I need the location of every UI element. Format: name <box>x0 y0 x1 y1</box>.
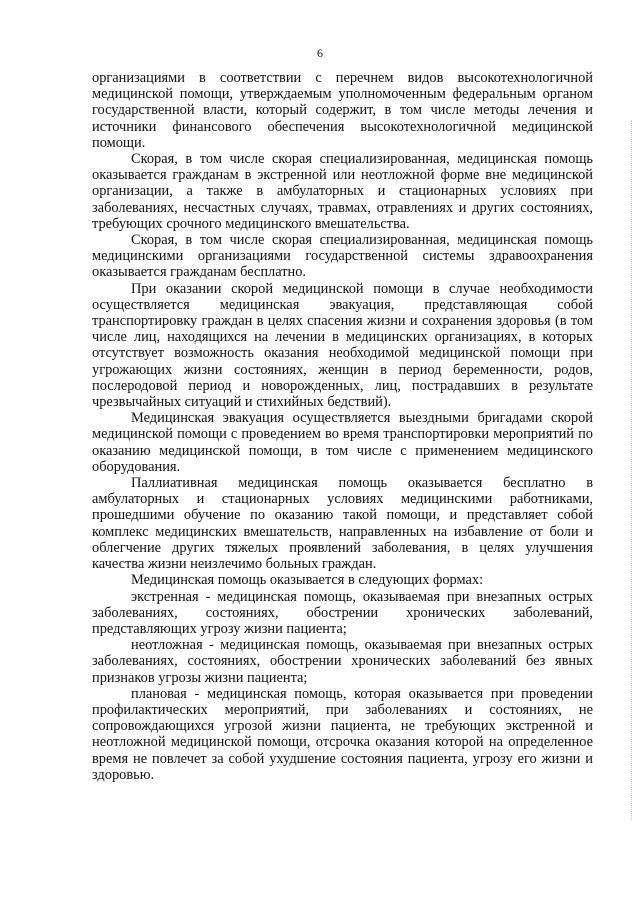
page-number: 6 <box>317 46 323 60</box>
paragraph-emergency-care-free: Скорая, в том числе скорая специализированная, медицинская помощь медицинскими организациями государственной системы здравоохранения оказывается гражданам бесплатно. <box>92 232 593 281</box>
paragraph-hightech-care-continuation: организациями в соответствии с перечнем видов высокотехнологичной медицинской помощи, утверждаемым уполномоченным федеральным органом государственной власти, который содержит, в том числе методы лечения и источники финансового обеспечения высокотехнологичной медицинской помощи. <box>92 70 593 151</box>
scan-edge-mark <box>630 120 632 820</box>
paragraph-evacuation-teams: Медицинская эвакуация осуществляется выездными бригадами скорой медицинской помощи с проведением во время транспортировки мероприятий по оказанию медицинской помощи, в том числе с применением медицинского оборудования. <box>92 410 593 475</box>
paragraph-form-emergency: экстренная - медицинская помощь, оказываемая при внезапных острых заболеваниях, состояниях, обострении хронических заболеваний, представляющих угрозу жизни пациента; <box>92 588 593 637</box>
document-body <box>92 70 593 783</box>
paragraph-medical-evacuation: При оказании скорой медицинской помощи в случае необходимости осуществляется медицинская эвакуация, представляющая собой транспортировку граждан в целях спасения жизни и сохранения здоровья (в том числе лиц, находящихся на лечении в медицинских организациях, в которых отсутствует возможность оказания необходимой медицинской помощи при угрожающих жизни состояниях, женщин в период беременности, родов, послеродовой период и новорожденных, лиц, пострадавших в результате чрезвычайных ситуаций и стихийных бедствий). <box>92 280 593 411</box>
paragraph-form-urgent: неотложная - медицинская помощь, оказываемая при внезапных острых заболеваниях, состояниях, обострении хронических заболеваний без явных признаков угрозы жизни пациента; <box>92 637 593 686</box>
paragraph-palliative-care: Паллиативная медицинская помощь оказывается бесплатно в амбулаторных и стационарных условиях медицинскими работниками, прошедшими обучение по оказанию такой помощи, и представляет собой комплекс медицинских вмешательств, направленных на избавление от боли и облегчение других тяжелых проявлений заболевания, в целях улучшения качества жизни неизлечимо больных граждан. <box>92 475 593 573</box>
paragraph-form-planned: плановая - медицинская помощь, которая оказывается при проведении профилактических мероприятий, при заболеваниях и состояниях, не сопровождающихся угрозой жизни пациента, не требующих экстренной и неотложной медицинской помощи, отсрочка оказания которой на определенное время не повлечет за собой ухудшение состояния пациента, угрозу его жизни и здоровью. <box>92 685 593 783</box>
paragraph-care-forms-intro: Медицинская помощь оказывается в следующих формах: <box>131 572 484 589</box>
paragraph-emergency-care-provision: Скорая, в том числе скорая специализированная, медицинская помощь оказывается гражданам в экстренной или неотложной форме вне медицинской организации, а также в амбулаторных и стационарных условиях при заболеваниях, несчастных случаях, травмах, отравлениях и других состояниях, требующих срочного медицинского вмешательства. <box>92 151 593 232</box>
